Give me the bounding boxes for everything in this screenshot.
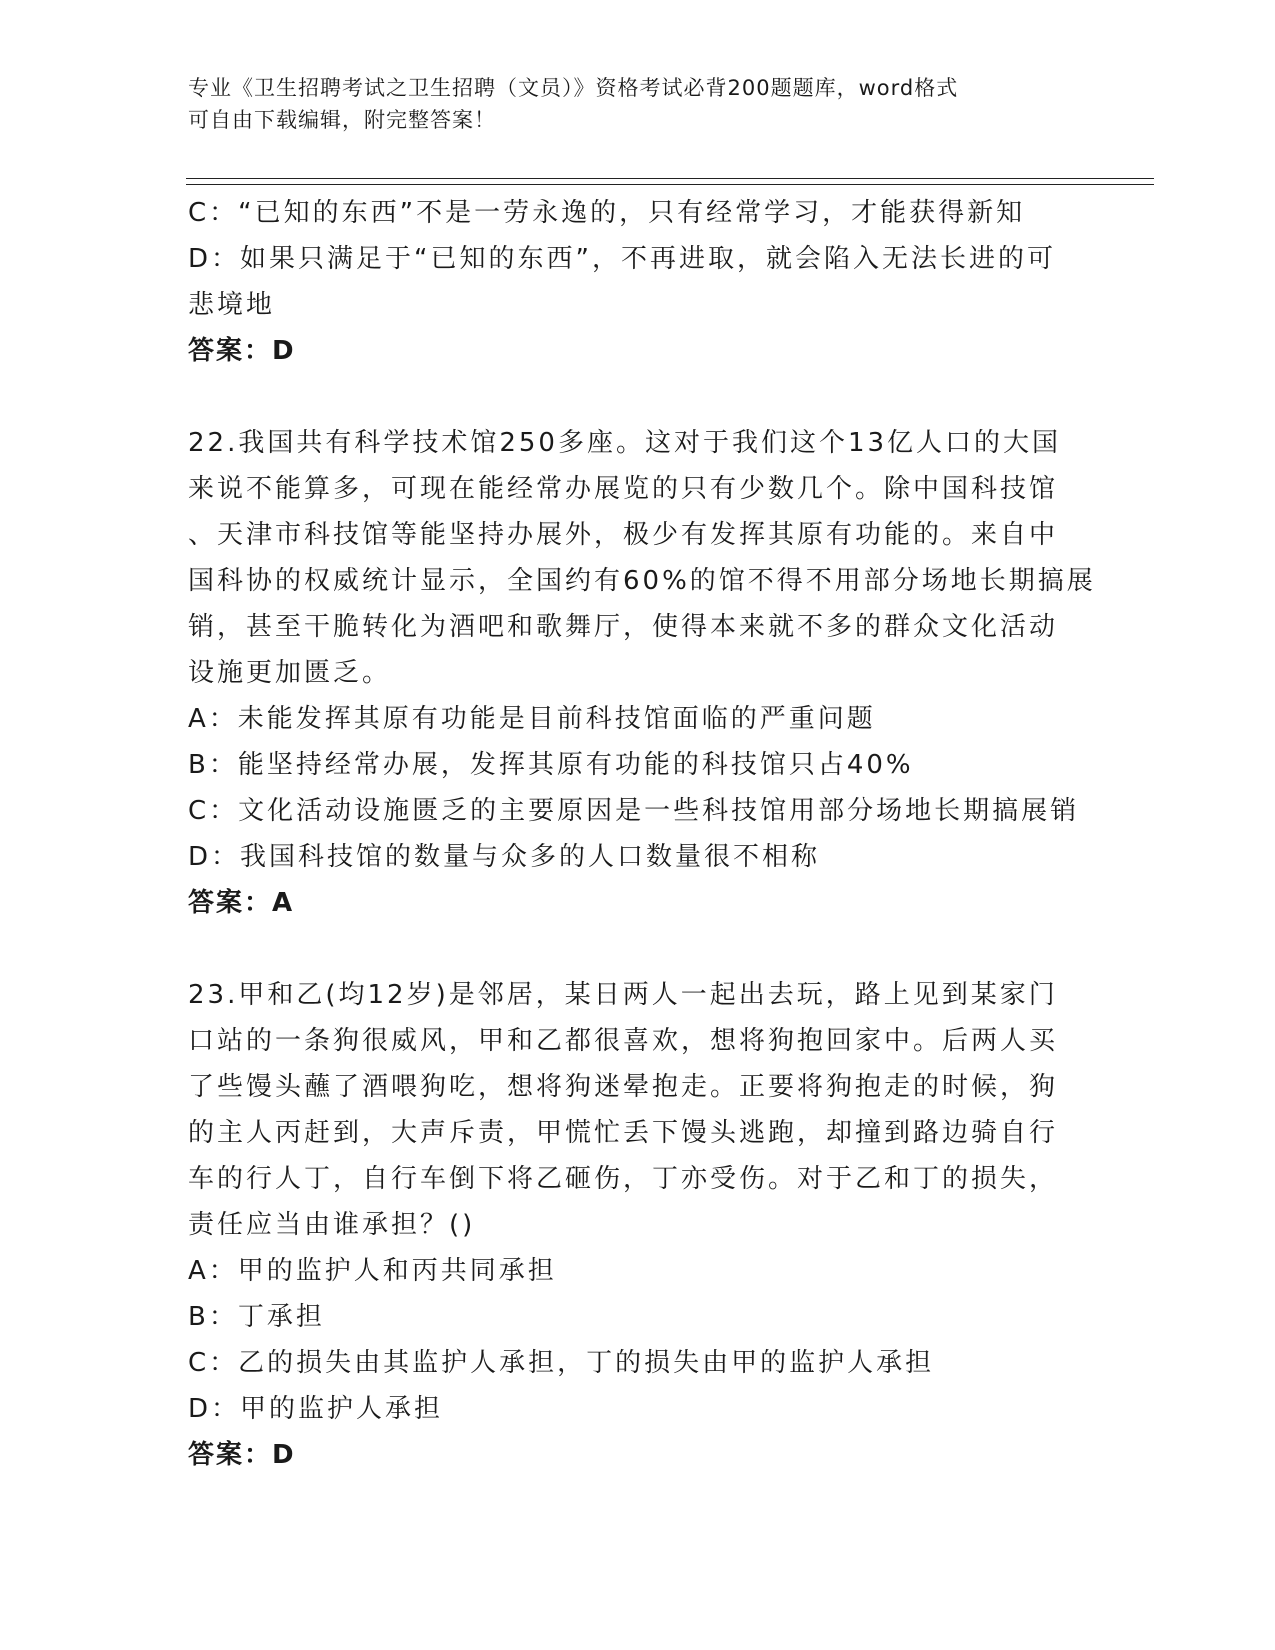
q22-option-b: B：能坚持经常办展，发挥其原有功能的科技馆只占40%: [188, 750, 914, 780]
q22-stem-line: 来说不能算多，可现在能经常办展览的只有少数几个。除中国科技馆: [188, 474, 1059, 504]
page-header: [188, 72, 1088, 136]
q21-option-d-line-2: 悲境地: [188, 290, 276, 320]
q23-stem-line: 的主人丙赶到，大声斥责，甲慌忙丢下馒头逃跑，却撞到路边骑自行: [188, 1118, 1059, 1148]
spacer: [188, 374, 1088, 420]
q22-stem-line: 设施更加匮乏。: [188, 658, 392, 688]
q23-option-b: B：丁承担: [188, 1302, 325, 1332]
document-body: [188, 190, 1096, 1478]
q22-stem-line: 、天津市科技馆等能坚持办展外，极少有发挥其原有功能的。来自中: [188, 520, 1059, 550]
header-rule-top: [186, 178, 1154, 179]
q22-stem-line: 国科协的权威统计显示，全国约有60%的馆不得不用部分场地长期搞展: [188, 566, 1096, 596]
q22-answer: 答案：A: [188, 888, 295, 918]
q21-answer: 答案：D: [188, 336, 296, 366]
q23-stem-line: 了些馒头蘸了酒喂狗吃，想将狗迷晕抱走。正要将狗抱走的时候，狗: [188, 1072, 1059, 1102]
q23-stem-line: 23.甲和乙(均12岁)是邻居，某日两人一起出去玩，路上见到某家门: [188, 980, 1058, 1010]
q22-stem-line: 22.我国共有科学技术馆250多座。这对于我们这个13亿人口的大国: [188, 428, 1062, 458]
q23-option-c: C：乙的损失由其监护人承担，丁的损失由甲的监护人承担: [188, 1348, 935, 1378]
q22-option-a: A：未能发挥其原有功能是目前科技馆面临的严重问题: [188, 704, 876, 734]
header-line-1: 专业《卫生招聘考试之卫生招聘（文员）》资格考试必背200题题库，word格式: [188, 76, 959, 100]
q23-stem-line: 车的行人丁，自行车倒下将乙砸伤，丁亦受伤。对于乙和丁的损失，: [188, 1164, 1059, 1194]
q23-answer: 答案：D: [188, 1440, 296, 1470]
question-21-tail: [188, 190, 1088, 374]
header-line-2: 可自由下载编辑，附完整答案！: [188, 108, 496, 132]
q23-option-a: A：甲的监护人和丙共同承担: [188, 1256, 557, 1286]
header-rule-bottom: [186, 184, 1154, 185]
q21-option-c: C：“已知的东西”不是一劳永逸的，只有经常学习，才能获得新知: [188, 198, 1026, 228]
q23-option-d: D：甲的监护人承担: [188, 1394, 444, 1424]
q23-stem-line: 口站的一条狗很威风，甲和乙都很喜欢，想将狗抱回家中。后两人买: [188, 1026, 1059, 1056]
q22-option-d: D：我国科技馆的数量与众多的人口数量很不相称: [188, 842, 821, 872]
question-23: [188, 972, 1088, 1478]
question-22: [188, 420, 1096, 926]
q22-stem-line: 销，甚至干脆转化为酒吧和歌舞厅，使得本来就不多的群众文化活动: [188, 612, 1059, 642]
q21-option-d-line-1: D：如果只满足于“已知的东西”，不再进取，就会陷入无法长进的可: [188, 244, 1056, 274]
q23-stem-line: 责任应当由谁承担？(): [188, 1210, 476, 1240]
spacer: [188, 926, 1088, 972]
q22-option-c: C：文化活动设施匮乏的主要原因是一些科技馆用部分场地长期搞展销: [188, 796, 1080, 826]
